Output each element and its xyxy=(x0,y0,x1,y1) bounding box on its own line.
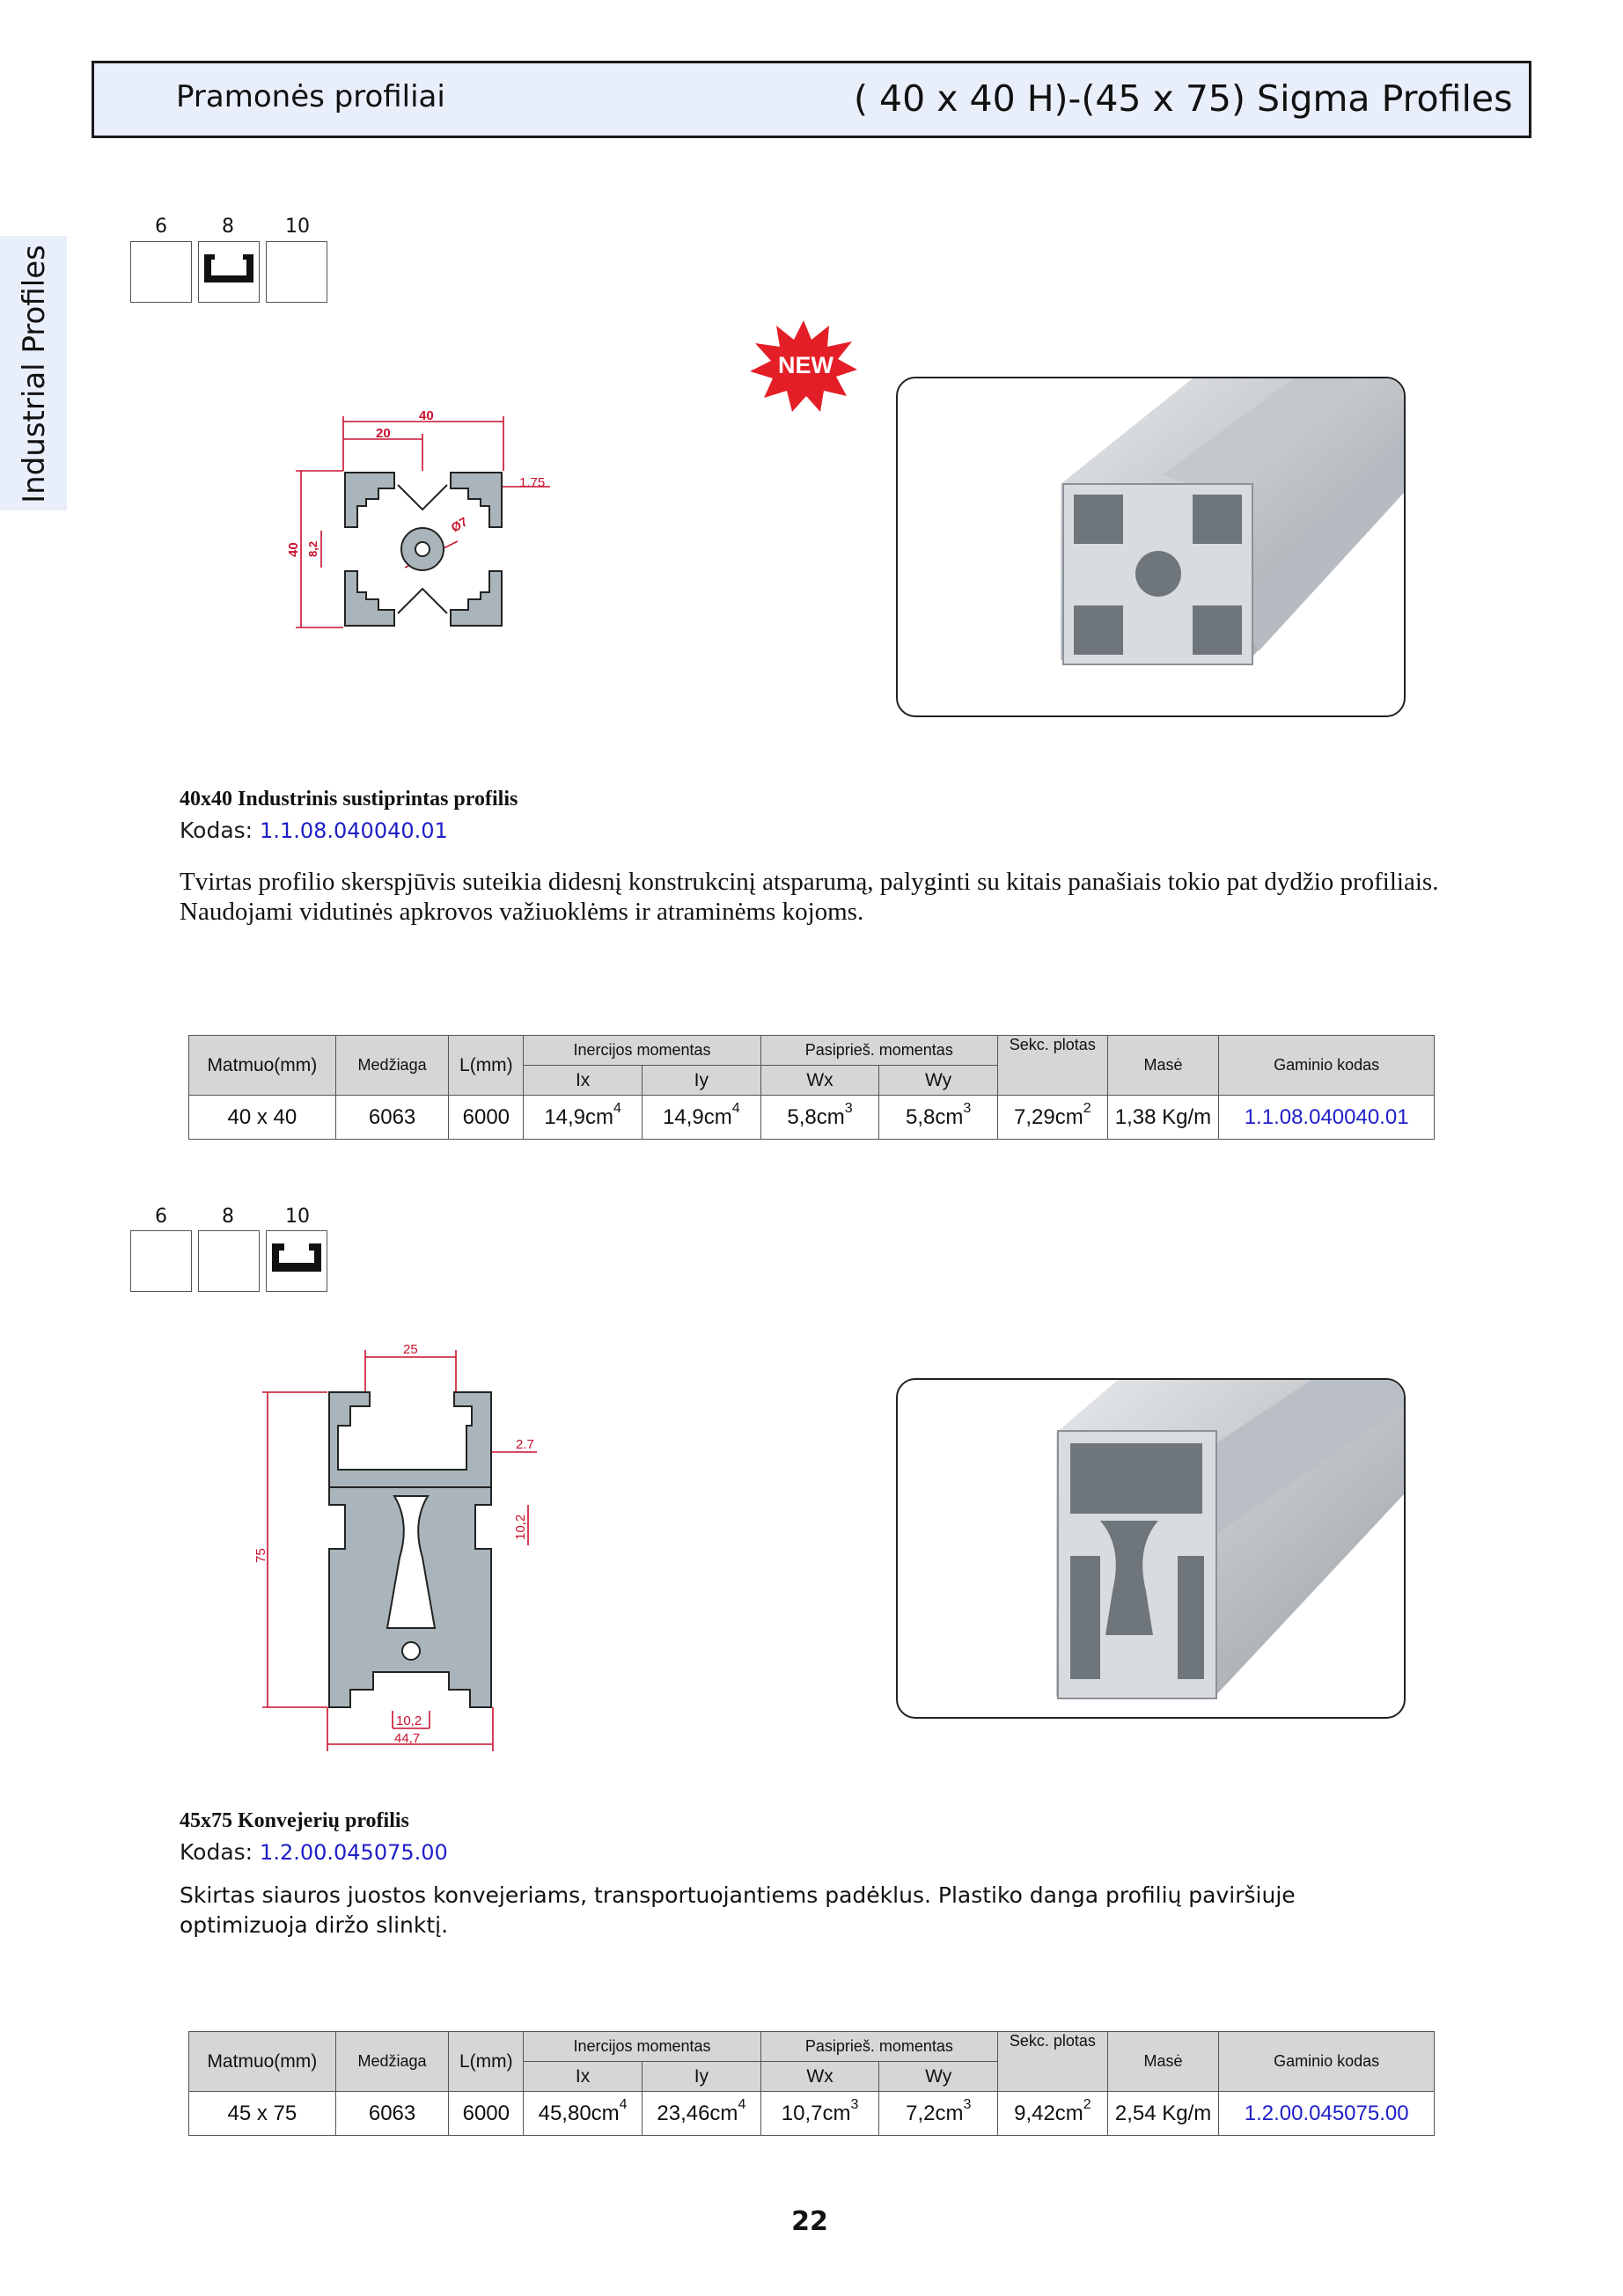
product-1-code-value: 1.1.08.040040.01 xyxy=(260,818,448,843)
dim-wall-label: 2.7 xyxy=(516,1437,534,1452)
col-section: Sekc. plotas xyxy=(998,2032,1108,2092)
cell-area: $9,42cm^2$ xyxy=(998,2092,1108,2136)
cell-mass: 1,38 Kg/m xyxy=(1107,1096,1219,1140)
col-iy: Iy xyxy=(642,1066,760,1096)
col-wy: Wy xyxy=(879,1066,998,1096)
col-resistance: Pasiprieš. momentas xyxy=(760,2032,997,2062)
cell-wy: $5,8cm^3$ xyxy=(879,1096,998,1140)
col-length: L(mm) xyxy=(449,2032,524,2092)
profile-45x75-render xyxy=(898,1380,1404,1717)
col-material: Medžiaga xyxy=(335,1036,449,1096)
thickness-label-8: 8 xyxy=(222,1206,234,1228)
slot-10-icon xyxy=(270,1240,323,1275)
cell-dimension: 40 x 40 xyxy=(189,1096,336,1140)
profile-40x40-render xyxy=(898,378,1404,715)
thickness-label-6: 6 xyxy=(155,1206,167,1228)
dim-slot-label: 10,2 xyxy=(513,1514,528,1540)
thickness-box-10 xyxy=(266,1230,327,1292)
product-2-spec-table xyxy=(188,2031,1435,2136)
cell-length: 6000 xyxy=(449,1096,524,1140)
col-wx: Wx xyxy=(760,2062,879,2092)
product-2-code-label: Kodas: xyxy=(180,1839,253,1865)
cell-wx: $5,8cm^3$ xyxy=(760,1096,879,1140)
col-inertia: Inercijos momentas xyxy=(524,1036,760,1066)
dim-width-label: 44,7 xyxy=(394,1731,421,1746)
profile-45x75-photo xyxy=(896,1378,1406,1719)
new-badge-label: NEW xyxy=(778,352,834,378)
dim-height-label: 75 xyxy=(253,1548,268,1563)
thickness-box-10 xyxy=(266,241,327,303)
col-mass: Masė xyxy=(1107,1036,1219,1096)
product-1-spec-table xyxy=(188,1035,1435,1140)
product-1-code-label: Kodas: xyxy=(180,818,253,843)
col-length: L(mm) xyxy=(449,1036,524,1096)
profile-40x40-drawing xyxy=(282,400,563,642)
profile-40x40-photo xyxy=(896,377,1406,717)
product-1-title: 40x40 Industrinis sustiprintas profilis xyxy=(180,788,518,811)
col-product-code: Gaminio kodas xyxy=(1219,1036,1435,1096)
col-wy: Wy xyxy=(879,2062,998,2092)
dim-wall-label: 1.75 xyxy=(519,475,546,490)
dim-slot-label: 8,2 xyxy=(306,540,319,557)
cell-dimension: 45 x 75 xyxy=(189,2092,336,2136)
thickness-label-10: 10 xyxy=(285,1206,310,1228)
col-ix: Ix xyxy=(524,2062,643,2092)
dim-bottom-slot-label: 10,2 xyxy=(396,1713,422,1728)
dim-top-label: 25 xyxy=(403,1342,418,1357)
thickness-box-8 xyxy=(198,241,260,303)
col-ix: Ix xyxy=(524,1066,643,1096)
dim-half-label: 20 xyxy=(376,426,391,441)
col-iy: Iy xyxy=(642,2062,760,2092)
thickness-label-10: 10 xyxy=(285,216,310,238)
col-dimension: Matmuo(mm) xyxy=(189,2032,336,2092)
side-tab-label: Industrial Profiles xyxy=(17,245,52,503)
profile-45x75-cross-section xyxy=(246,1338,563,1760)
thickness-box-8 xyxy=(198,1230,260,1292)
table-row xyxy=(189,2092,1435,2136)
cell-wy: $7,2cm^3$ xyxy=(879,2092,998,2136)
col-dimension: Matmuo(mm) xyxy=(189,1036,336,1096)
product-1-description: Tvirtas profilio skerspjūvis suteikia didesnį konstrukcinį atsparumą, palyginti su kitais panašiais tokio pat dydžio profiliais. Naudojami vidutinės apkrovos važiuoklėms ir atraminėms kojoms. xyxy=(180,868,1439,926)
profile-40x40-cross-section xyxy=(282,400,563,642)
dim-bore-label: Ø7 xyxy=(448,514,470,535)
slot-8-icon xyxy=(202,251,255,286)
cell-ix: $45,80cm^4$ xyxy=(524,2092,643,2136)
cell-code: 1.2.00.045075.00 xyxy=(1219,2092,1435,2136)
dim-width-label: 40 xyxy=(419,408,434,423)
thickness-box-6 xyxy=(130,1230,192,1292)
cell-length: 6000 xyxy=(449,2092,524,2136)
cell-code: 1.1.08.040040.01 xyxy=(1219,1096,1435,1140)
cell-area: $7,29cm^2$ xyxy=(997,1096,1107,1140)
cell-iy: $23,46cm^4$ xyxy=(642,2092,760,2136)
cell-wx: $10,7cm^3$ xyxy=(760,2092,879,2136)
new-badge xyxy=(748,319,859,415)
thickness-label-8: 8 xyxy=(222,216,234,238)
col-wx: Wx xyxy=(760,1066,879,1096)
page-number: 22 xyxy=(791,2206,828,2237)
cell-mass: 2,54 Kg/m xyxy=(1107,2092,1219,2136)
product-2-title: 45x75 Konvejerių profilis xyxy=(180,1809,409,1832)
col-section: Sekc. plotas xyxy=(997,1036,1107,1096)
cell-material: 6063 xyxy=(335,2092,449,2136)
product-2-description: Skirtas siauros juostos konvejeriams, transportuojantiems padėklus. Plastiko danga profilių paviršiuje optimizuoja diržo slinktį. xyxy=(180,1882,1296,1938)
dim-height-label: 40 xyxy=(286,542,301,557)
thickness-label-6: 6 xyxy=(155,216,167,238)
col-mass: Masė xyxy=(1107,2032,1219,2092)
cell-material: 6063 xyxy=(335,1096,449,1140)
cell-ix: $14,9cm^4$ xyxy=(524,1096,643,1140)
product-2-code-value: 1.2.00.045075.00 xyxy=(260,1840,448,1865)
cell-iy: $14,9cm^4$ xyxy=(642,1096,760,1140)
col-product-code: Gaminio kodas xyxy=(1219,2032,1435,2092)
header-right-title: ( 40 x 40 H)-(45 x 75) Sigma Profiles xyxy=(854,77,1513,120)
profile-45x75-drawing xyxy=(246,1338,563,1760)
product-2-code xyxy=(180,1839,448,1865)
header-left-title: Pramonės profiliai xyxy=(176,79,445,114)
product-1-code xyxy=(180,818,448,843)
col-resistance: Pasiprieš. momentas xyxy=(760,1036,997,1066)
table-row xyxy=(189,1096,1435,1140)
thickness-box-6 xyxy=(130,241,192,303)
col-inertia: Inercijos momentas xyxy=(524,2032,761,2062)
col-material: Medžiaga xyxy=(335,2032,449,2092)
